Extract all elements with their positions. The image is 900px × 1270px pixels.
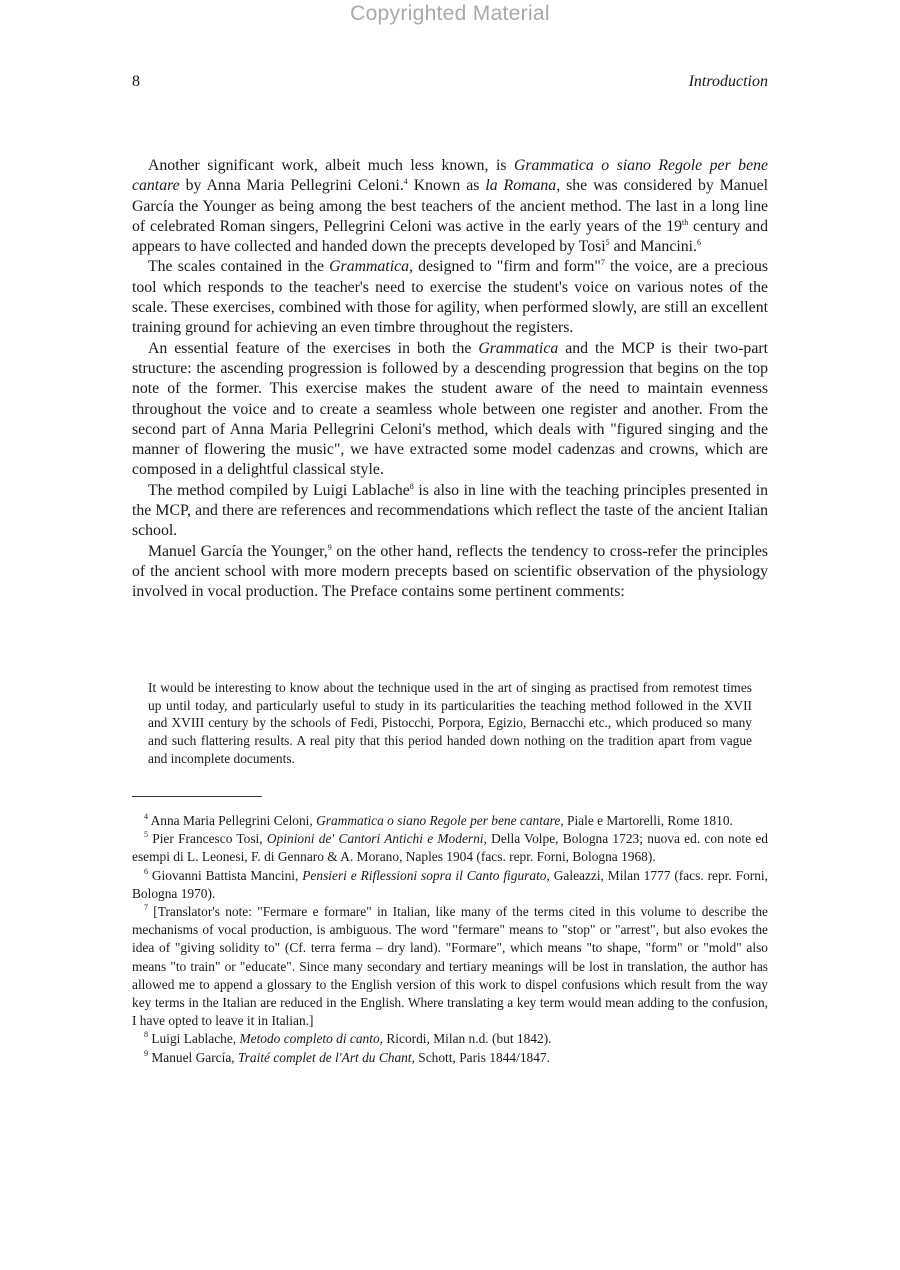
text-run: An essential feature of the exercises in both the xyxy=(148,339,479,357)
title-italic: Traité complet de l'Art du Chant xyxy=(237,1049,412,1065)
footnote-4 xyxy=(132,812,768,830)
title-italic: Grammatica xyxy=(329,258,409,276)
footnote-5 xyxy=(132,830,768,866)
footnote-8 xyxy=(132,1030,768,1048)
footnote-7 xyxy=(132,903,768,1030)
footnote-ref: 8 xyxy=(409,481,414,491)
text-run: Luigi Lablache, xyxy=(148,1031,240,1047)
footnote-number: 4 xyxy=(144,812,148,821)
text-run: is also in line with the teaching principles presented in the MCP, and there are references and recommendations which reflect the taste of the ancient Italian school. xyxy=(132,481,768,540)
text-run: Pier Francesco Tosi, xyxy=(148,831,267,847)
footnote-divider xyxy=(132,796,262,797)
text-run: , Piale e Martorelli, Rome 1810. xyxy=(560,813,733,828)
footnote-6 xyxy=(132,867,768,903)
text-run: [Translator's note: "Fermare e formare" in Italian, like many of the terms cited in this volume to describe the mechanisms of vocal production, is ambiguous. The word "fermare" means to "stop" or "arrest", but also evokes the idea of "giving solidity to" (Cf. terra ferma – dry land). "Formare", which means "to shape, "form" or "mold" also means "to train" or "educate". Since many secondary and tertiary meanings will be lost in translation, the author has allowed me to append a glossary to the English version of this work to dispel confusions which result from the way key terms in the Italian are reduced in the English. Where translating a key term would mean adding to the confusion, I have opted to leave it in Italian.] xyxy=(132,904,768,1029)
block-quote-text: It would be interesting to know about the technique used in the art of singing as practised from remotest times up until today, and particularly useful to study in its particularities the teaching method followed in the XVII and XVIII century by the schools of Fedi, Pistocchi, Porpora, Egizio, Bernacchi etc., which produced so many and such flattering results. A real pity that this period handed down nothing on the tradition apart from vague and incomplete documents. xyxy=(148,680,752,766)
footnote-number: 8 xyxy=(144,1030,148,1040)
running-header xyxy=(132,73,768,91)
title-italic: Grammatica xyxy=(478,339,559,357)
copyright-watermark: Copyrighted Material xyxy=(350,2,550,25)
text-run: , Schott, Paris 1844/1847. xyxy=(411,1049,550,1065)
text-run: , Ricordi, Milan n.d. (but 1842). xyxy=(379,1031,552,1047)
text-run: The method compiled by Luigi Lablache xyxy=(148,481,410,499)
title-italic: Metodo completo di canto xyxy=(239,1031,380,1047)
paragraph-1 xyxy=(132,156,768,257)
footnote-number: 9 xyxy=(144,1048,148,1058)
text-run: and the MCP is their two-part structure: the ascending progression is followed by a descending progression that begins on the top note of the former. This exercise makes the student aware of the need to maintain evenness throughout the voice and to create a seamless whole between one register and another. From the second part of Anna Maria Pellegrini Celoni's method, which deals with "figured singing and the manner of flowering the music", we have extracted some model cadenzas and crowns, which are composed in a delightful classical style. xyxy=(132,339,768,479)
block-quote xyxy=(148,679,752,768)
footnote-ref: 4 xyxy=(403,177,408,187)
text-run: Manuel García, xyxy=(148,1049,238,1065)
paragraph-4 xyxy=(132,481,768,542)
page-number: 8 xyxy=(132,73,140,90)
text-run: Known as xyxy=(407,177,486,195)
paragraph-5 xyxy=(132,542,768,603)
text-run: , Galeazzi, Milan 1777 (facs. repr. Forni, Bologna 1970). xyxy=(132,867,768,901)
title-italic: Opinioni de' Cantori Antichi e Moderni xyxy=(266,831,484,847)
footnote-ref: 9 xyxy=(327,542,332,552)
footnote-ref: 5 xyxy=(605,238,610,248)
title-italic: Pensieri e Riflessioni sopra il Canto figurato xyxy=(302,867,547,883)
title-italic: Grammatica o siano Regole per bene cantare xyxy=(316,813,561,828)
footnote-number: 7 xyxy=(144,903,148,913)
text-run: Another significant work, albeit much less known, is xyxy=(148,157,514,174)
text-run: and Mancini. xyxy=(609,238,697,256)
title-italic: la Romana xyxy=(485,177,557,195)
footnote-number: 6 xyxy=(144,866,148,876)
footnote-9 xyxy=(132,1049,768,1067)
footnote-number: 5 xyxy=(144,830,148,840)
footnote-ref: 7 xyxy=(600,258,605,268)
paragraph-2 xyxy=(132,257,768,338)
title-italic: Grammatica o siano Regole per bene cantare xyxy=(132,157,768,195)
text-run: by Anna Maria Pellegrini Celoni. xyxy=(179,177,404,195)
footnote-ref: 6 xyxy=(696,238,701,248)
section-title: Introduction xyxy=(688,73,768,90)
text-run: Anna Maria Pellegrini Celoni, xyxy=(148,813,317,828)
text-run: , she was considered by Manuel García the Younger as being among the best teachers of the ancient method. The last in a long line of celebrated Roman singers, Pellegrini Celoni was active in the early years of the 19 xyxy=(132,177,768,235)
body-text xyxy=(132,156,768,603)
ordinal-superscript: th xyxy=(682,217,689,227)
text-run: , Della Volpe, Bologna 1723; nuova ed. con note ed esempi di L. Leonesi, F. di Gennaro & A. Morano, Naples 1904 (facs. repr. Forni, Bologna 1968). xyxy=(132,831,768,865)
text-run: the voice, are a precious tool which responds to the teacher's need to exercise the student's voice on various notes of the scale. These exercises, combined with those for agility, when performed slowly, are still an excellent training ground for achieving an even timbre throughout the registers. xyxy=(132,258,769,337)
footnotes xyxy=(132,812,768,1067)
text-run: century and appears to have collected and handed down the precepts developed by Tosi xyxy=(132,217,768,256)
text-run: Giovanni Battista Mancini, xyxy=(148,867,303,883)
paragraph-3 xyxy=(132,339,768,481)
text-run: on the other hand, reflects the tendency to cross-refer the principles of the ancient school with more modern precepts based on scientific observation of the physiology involved in vocal production. The Preface contains some pertinent comments: xyxy=(132,542,769,601)
text-run: The scales contained in the xyxy=(148,258,330,276)
text-run: Manuel García the Younger, xyxy=(148,542,328,560)
text-run: , designed to "firm and form" xyxy=(409,258,601,276)
